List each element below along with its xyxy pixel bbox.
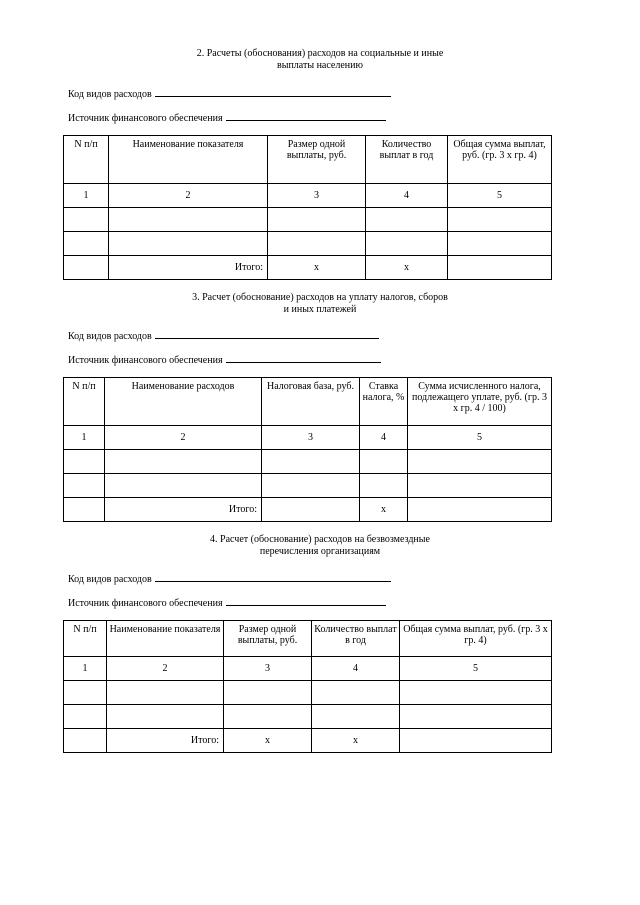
table-cell[interactable] [408, 474, 552, 498]
table-cell[interactable] [109, 208, 268, 232]
section-2-table [63, 135, 552, 280]
code-input-line[interactable] [155, 328, 379, 339]
table-cell[interactable] [262, 474, 360, 498]
header-cell: Ставка налога, % [360, 378, 408, 426]
table-cell[interactable] [224, 681, 312, 705]
source-label: Источник финансового обеспечения [68, 598, 223, 609]
section-4-title [0, 534, 640, 558]
section-3-title-line1: 3. Расчет (обоснование) расходов на уплату налогов, сборов [192, 292, 448, 303]
table-row [64, 705, 552, 729]
source-input-line[interactable] [226, 595, 386, 606]
table-cell[interactable] [312, 681, 400, 705]
table-cell[interactable] [64, 232, 109, 256]
section-3-table [63, 377, 552, 522]
table-cell[interactable] [366, 208, 448, 232]
column-number: 5 [408, 426, 552, 450]
table-cell[interactable] [64, 705, 107, 729]
code-input-line[interactable] [155, 571, 391, 582]
table-cell[interactable] [448, 208, 552, 232]
header-cell: Размер одной выплаты, руб. [224, 621, 312, 657]
section-4-title-line1: 4. Расчет (обоснование) расходов на безвозмездные [210, 534, 430, 545]
table-row [64, 208, 552, 232]
total-row [64, 729, 552, 753]
table-header-row [64, 136, 552, 184]
section-3-title [0, 292, 640, 316]
total-label: Итого: [109, 256, 268, 280]
header-cell: Количество выплат в год [366, 136, 448, 184]
column-number: 4 [366, 184, 448, 208]
column-number: 4 [360, 426, 408, 450]
code-label: Код видов расходов [68, 89, 152, 100]
table-cell[interactable] [109, 232, 268, 256]
table-cell[interactable] [107, 681, 224, 705]
table-cell[interactable] [400, 705, 552, 729]
table-row [64, 474, 552, 498]
section-2-source-field [68, 110, 386, 125]
column-number: 3 [268, 184, 366, 208]
column-number: 4 [312, 657, 400, 681]
total-cell[interactable] [400, 729, 552, 753]
total-cell: x [360, 498, 408, 522]
code-label: Код видов расходов [68, 574, 152, 585]
section-3-title-line2: и иных платежей [283, 304, 357, 315]
total-cell: x [366, 256, 448, 280]
table-row [64, 232, 552, 256]
header-cell: Налоговая база, руб. [262, 378, 360, 426]
source-input-line[interactable] [226, 110, 386, 121]
table-cell[interactable] [64, 681, 107, 705]
table-cell[interactable] [366, 232, 448, 256]
total-cell[interactable] [262, 498, 360, 522]
table-cell[interactable] [268, 232, 366, 256]
column-number: 1 [64, 184, 109, 208]
header-cell: Наименование показателя [109, 136, 268, 184]
section-2-title-line1: 2. Расчеты (обоснования) расходов на социальные и иные [196, 48, 444, 59]
column-number: 5 [448, 184, 552, 208]
table-row [64, 681, 552, 705]
header-cell: Наименование показателя [107, 621, 224, 657]
section-2-code-field [68, 86, 391, 101]
column-number-row [64, 184, 552, 208]
table-cell[interactable] [408, 450, 552, 474]
header-cell: N п/п [64, 621, 107, 657]
total-label: Итого: [105, 498, 262, 522]
table-row [64, 450, 552, 474]
table-cell[interactable] [64, 729, 107, 753]
column-number: 3 [262, 426, 360, 450]
table-cell[interactable] [448, 232, 552, 256]
column-number: 2 [109, 184, 268, 208]
source-label: Источник финансового обеспечения [68, 355, 223, 366]
section-3-code-field [68, 328, 379, 343]
table-cell[interactable] [262, 450, 360, 474]
header-cell: N п/п [64, 136, 109, 184]
code-input-line[interactable] [155, 86, 391, 97]
table-cell[interactable] [64, 498, 105, 522]
section-4-title-line2: перечисления организациям [259, 546, 381, 557]
column-number: 1 [64, 657, 107, 681]
table-cell[interactable] [105, 450, 262, 474]
section-4-table [63, 620, 552, 753]
section-3-source-field [68, 352, 381, 367]
table-cell[interactable] [224, 705, 312, 729]
total-cell: x [224, 729, 312, 753]
header-cell: Общая сумма выплат, руб. (гр. 3 х гр. 4) [400, 621, 552, 657]
header-cell: Общая сумма выплат, руб. (гр. 3 х гр. 4) [448, 136, 552, 184]
table-cell[interactable] [64, 256, 109, 280]
header-cell: Наименование расходов [105, 378, 262, 426]
column-number: 2 [105, 426, 262, 450]
section-2-title-line2: выплаты населению [277, 60, 363, 71]
section-4-code-field [68, 571, 391, 586]
section-2-title [0, 48, 640, 72]
total-cell: x [268, 256, 366, 280]
total-cell[interactable] [408, 498, 552, 522]
total-label: Итого: [107, 729, 224, 753]
table-header-row [64, 378, 552, 426]
table-cell[interactable] [268, 208, 366, 232]
column-number-row [64, 657, 552, 681]
table-cell[interactable] [107, 705, 224, 729]
column-number: 1 [64, 426, 105, 450]
code-label: Код видов расходов [68, 331, 152, 342]
column-number-row [64, 426, 552, 450]
header-cell: Количество выплат в год [312, 621, 400, 657]
table-cell[interactable] [312, 705, 400, 729]
table-cell[interactable] [64, 474, 105, 498]
total-row [64, 498, 552, 522]
table-cell[interactable] [400, 681, 552, 705]
total-row [64, 256, 552, 280]
source-input-line[interactable] [226, 352, 381, 363]
table-header-row [64, 621, 552, 657]
column-number: 2 [107, 657, 224, 681]
total-cell: x [312, 729, 400, 753]
header-cell: N п/п [64, 378, 105, 426]
table-cell[interactable] [360, 474, 408, 498]
header-cell: Сумма исчисленного налога, подлежащего уплате, руб. (гр. 3 х гр. 4 / 100) [408, 378, 552, 426]
table-cell[interactable] [360, 450, 408, 474]
total-cell[interactable] [448, 256, 552, 280]
table-cell[interactable] [64, 450, 105, 474]
source-label: Источник финансового обеспечения [68, 113, 223, 124]
table-cell[interactable] [64, 208, 109, 232]
section-4-source-field [68, 595, 386, 610]
table-cell[interactable] [105, 474, 262, 498]
column-number: 5 [400, 657, 552, 681]
header-cell: Размер одной выплаты, руб. [268, 136, 366, 184]
column-number: 3 [224, 657, 312, 681]
